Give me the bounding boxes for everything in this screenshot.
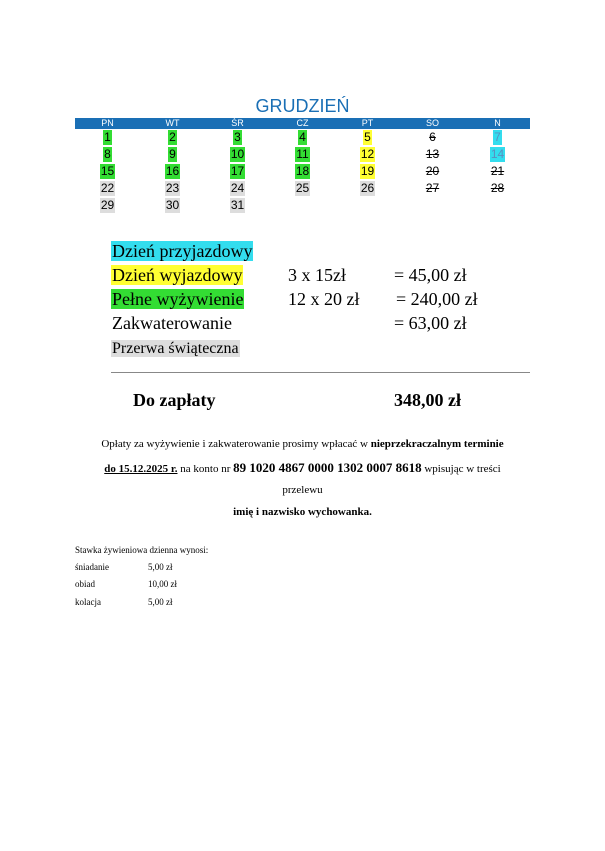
legend-accommodation-label: Zakwaterowanie <box>112 313 232 333</box>
legend-accommodation <box>111 312 233 334</box>
calendar-day-number: 11 <box>296 147 309 161</box>
calendar-day-number: 28 <box>490 181 505 195</box>
calendar-day <box>205 147 270 164</box>
rate-price: 5,00 zł <box>148 597 173 607</box>
weekday-label: SO <box>425 118 439 128</box>
month-title: GRUDZIEŃ <box>255 96 350 116</box>
calendar-day <box>465 164 530 181</box>
legend-full-board <box>111 288 244 310</box>
calendar-day <box>400 130 465 147</box>
calendar-day <box>270 198 335 215</box>
calendar-day <box>205 198 270 215</box>
payment-title-note: imię i nazwisko wychowanka. <box>233 506 372 518</box>
calendar-grid <box>75 130 530 215</box>
calendar-day <box>140 147 205 164</box>
legend-departure <box>111 264 243 286</box>
calendar-day <box>335 130 400 147</box>
legend-holiday-break-label: Przerwa świąteczna <box>112 340 239 357</box>
rate-name: kolacja <box>75 597 101 607</box>
calendar-day <box>75 164 140 181</box>
calendar-day <box>205 164 270 181</box>
calendar-day <box>140 181 205 198</box>
full-board-amount: = 240,00 zł <box>396 289 478 309</box>
total-label: Do zapłaty <box>133 390 216 410</box>
total-value: 348,00 zł <box>394 390 461 410</box>
departure-calc: 3 x 15zł <box>288 265 346 285</box>
calendar-day-number: 19 <box>360 164 375 178</box>
calendar-day <box>400 181 465 198</box>
calendar-day-number: 7 <box>494 130 501 144</box>
calendar-day <box>335 198 400 215</box>
payment-intro: Opłaty za wyżywienie i zakwaterowanie prosimy wpłacać w <box>101 438 371 450</box>
calendar-day-number: 15 <box>100 164 115 178</box>
calendar-day-number: 8 <box>104 147 111 161</box>
calendar-day <box>270 181 335 198</box>
calendar-day <box>465 130 530 147</box>
calendar-day-number: 27 <box>425 181 440 195</box>
calendar-day-number: 25 <box>295 181 310 195</box>
calendar-day <box>335 164 400 181</box>
full-board-calc: 12 x 20 zł <box>288 289 360 309</box>
calendar-day-number: 5 <box>364 130 371 144</box>
calendar-day <box>270 164 335 181</box>
calendar-day <box>465 198 530 215</box>
payment-line-3: przelewu <box>282 484 323 496</box>
calendar-day <box>465 147 530 164</box>
calendar-day <box>140 164 205 181</box>
payment-transfer-suffix: wpisując w treści <box>421 463 501 475</box>
weekday-label: PN <box>101 118 114 128</box>
departure-amount: = 45,00 zł <box>394 265 467 285</box>
calendar-day <box>205 181 270 198</box>
calendar-day <box>335 147 400 164</box>
legend-holiday-break <box>111 336 240 360</box>
legend-arrival-label: Dzień przyjazdowy <box>112 241 253 261</box>
payment-account-prefix: na konto nr <box>177 463 234 475</box>
rates-heading: Stawka żywieniowa dzienna wynosi: <box>75 545 209 555</box>
accommodation-amount: = 63,00 zł <box>394 313 467 333</box>
calendar-weekday-header <box>75 118 530 129</box>
payment-line-2 <box>75 460 530 476</box>
weekday-label: WT <box>165 118 180 128</box>
calendar-day-number: 31 <box>230 198 245 212</box>
calendar-day <box>270 130 335 147</box>
calendar-day-number: 26 <box>360 181 375 195</box>
weekday-label: ŚR <box>231 118 244 128</box>
calendar-day-number: 17 <box>230 164 245 178</box>
legend-departure-label: Dzień wyjazdowy <box>112 265 243 285</box>
calendar-day <box>465 181 530 198</box>
calendar-day <box>140 198 205 215</box>
payment-date: do 15.12.2025 r. <box>104 463 178 475</box>
rate-row <box>75 597 101 607</box>
legend-arrival <box>111 240 253 262</box>
calendar-day-number: 2 <box>169 130 176 144</box>
weekday-label: N <box>494 118 501 128</box>
rate-row <box>75 562 109 572</box>
calendar-day-number: 1 <box>104 130 111 144</box>
calendar-day <box>205 130 270 147</box>
rate-name: śniadanie <box>75 562 109 572</box>
calendar-day <box>75 147 140 164</box>
calendar-day <box>335 181 400 198</box>
calendar-day-number: 23 <box>165 181 180 195</box>
calendar-day-number: 12 <box>360 147 375 161</box>
payment-deadline: nieprzekraczalnym terminie <box>370 438 504 450</box>
calendar-day-number: 4 <box>299 130 306 144</box>
calendar-day <box>140 130 205 147</box>
calendar-day-number: 20 <box>425 164 440 178</box>
calendar-day-number: 29 <box>100 198 115 212</box>
payment-line-1 <box>75 438 530 450</box>
calendar-day-number: 22 <box>100 181 115 195</box>
divider <box>111 372 530 373</box>
rate-row <box>75 579 95 589</box>
calendar-day-number: 6 <box>429 130 436 144</box>
legend-full-board-label: Pełne wyżywienie <box>112 289 244 309</box>
calendar-day <box>270 147 335 164</box>
calendar-day <box>400 198 465 215</box>
rate-price: 5,00 zł <box>148 562 173 572</box>
calendar-day-number: 21 <box>490 164 505 178</box>
calendar-day <box>400 147 465 164</box>
calendar-day <box>75 181 140 198</box>
rate-name: obiad <box>75 579 95 589</box>
calendar-day-number: 9 <box>169 147 176 161</box>
calendar-day-number: 30 <box>165 198 180 212</box>
weekday-label: PT <box>361 118 374 128</box>
calendar-day-number: 18 <box>295 164 310 178</box>
calendar-day <box>75 130 140 147</box>
calendar-day <box>400 164 465 181</box>
calendar-day <box>75 198 140 215</box>
weekday-label: CZ <box>296 118 309 128</box>
calendar-day-number: 10 <box>230 147 245 161</box>
rate-price: 10,00 zł <box>148 579 177 589</box>
calendar-day-number: 24 <box>230 181 245 195</box>
account-number: 89 1020 4867 0000 1302 0007 8618 <box>233 460 422 475</box>
calendar-day-number: 13 <box>425 147 440 161</box>
calendar-day-number: 16 <box>165 164 180 178</box>
calendar-day-number: 14 <box>490 147 505 161</box>
calendar-day-number: 3 <box>234 130 241 144</box>
